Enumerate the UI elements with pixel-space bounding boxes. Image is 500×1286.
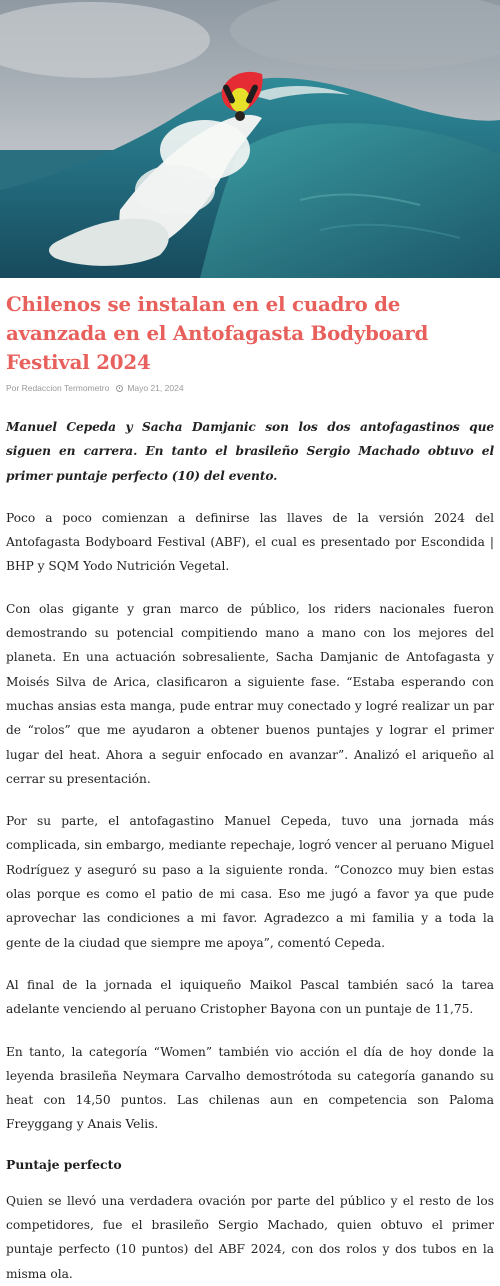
article-meta (6, 383, 494, 393)
author-link[interactable]: Por Redaccion Termometro (6, 383, 110, 393)
article-paragraph: Poco a poco comienzan a definirse las llaves de la versión 2024 del Antofagasta Bodyboard Festival (ABF), el cual es presentado por Escondida | BHP y SQM Yodo Nutrición Vegetal. (6, 510, 494, 574)
clock-icon (116, 385, 123, 392)
article-paragraph: Al final de la jornada el iquiqueño Maikol Pascal también sacó la tarea adelante venciendo al peruano Cristopher Bayona con un puntaje de 11,75. (6, 977, 494, 1017)
article-title: Chilenos se instalan en el cuadro de avanzada en el Antofagasta Bodyboard Festival 2024 (6, 292, 429, 374)
article-paragraph: En tanto, la categoría “Women” también vio acción el día de hoy donde la leyenda brasileña Neymara Carvalho demostrótoda su categoría ganando su heat con 14,50 puntos. Las chilenas aun en competencia son Paloma Freyggang y Anais Velis. (6, 1044, 494, 1132)
article-body (0, 290, 500, 1286)
article-paragraph: Por su parte, el antofagastino Manuel Cepeda, tuvo una jornada más complicada, sin embargo, mediante repechaje, logró vencer al peruano Miguel Rodríguez y aseguró su paso a la siguiente ronda. “Conozco muy bien estas olas porque es como el patio de mi casa. Eso me jugó a favor ya que pude aprovechar las condiciones a mi favor. Agradezco a mi familia y a toda la gente de la ciudad que siempre me apoya”, comentó Cepeda. (6, 814, 494, 950)
article-lead: Manuel Cepeda y Sacha Damjanic son los dos antofagastinos que siguen en carrera. En tanto el brasileño Sergio Machado obtuvo el primer puntaje perfecto (10) del evento. (6, 420, 494, 483)
hero-image (0, 0, 500, 278)
article-paragraph: Con olas gigante y gran marco de público, los riders nacionales fueron demostrando su potencial compitiendo mano a mano con los mejores del planeta. En una actuación sobresaliente, Sacha Damjanic de Antofagasta y Moisés Silva de Arica, clasificaron a siguiente fase. “Estaba esperando con muchas ansias esta manga, pude entrar muy conectado y logré realizar un par de “rolos” que me ayudaron a obtener buenos puntajes y lograr el primer lugar del heat. Ahora a seguir enfocado en avanzar”. Analizó el ariqueño al cerrar su presentación. (6, 601, 494, 786)
publish-date: Mayo 21, 2024 (127, 383, 184, 393)
section-heading: Puntaje perfecto (6, 1156, 122, 1172)
article-paragraph: Quien se llevó una verdadera ovación por parte del público y el resto de los competidores, fue el brasileño Sergio Machado, quien obtuvo el primer puntaje perfecto (10 puntos) del ABF 2024, con dos rolos y dos tubos en la misma ola. (6, 1193, 494, 1281)
